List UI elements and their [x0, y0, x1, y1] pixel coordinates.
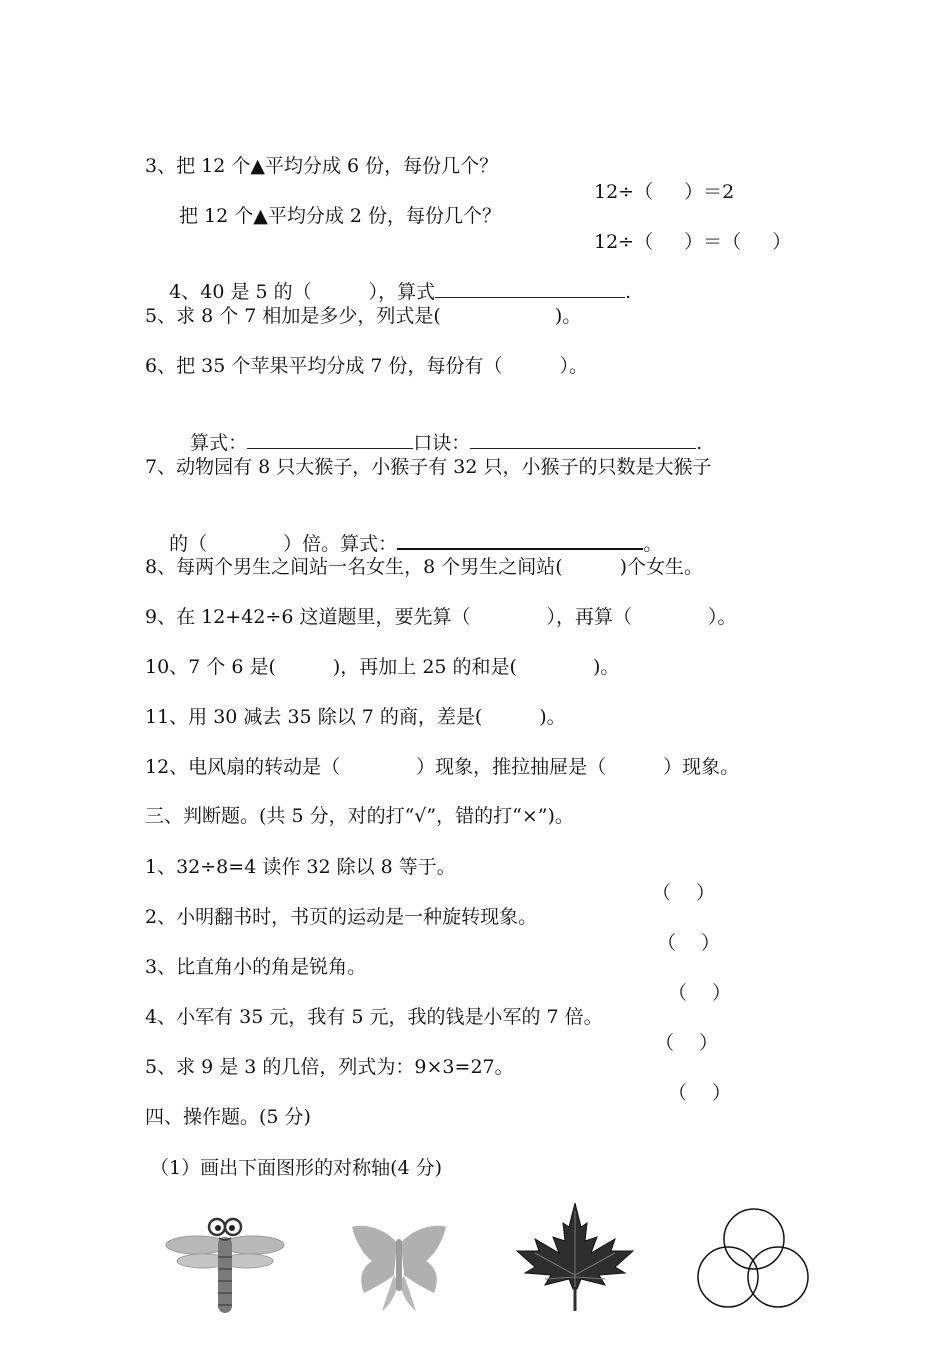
q6-end: .	[696, 432, 703, 454]
q7-formula-blank[interactable]	[397, 530, 643, 550]
q6-formula-label: 算式：	[190, 432, 248, 454]
q7-text-line1: 7、动物园有 8 只大猴子，小猴子有 32 只，小猴子的只数是大猴子	[145, 456, 712, 478]
q7-text-line2: 的（ ）倍。算式：	[169, 533, 398, 555]
judge-item-text: 1、32÷8=4 读作 32 除以 8 等于。	[145, 856, 456, 878]
judge-item-text: 5、求 9 是 3 的几倍，列式为：9×3=27。	[145, 1056, 514, 1078]
q4-end: .	[625, 281, 632, 303]
q4-text: 4、40 是 5 的（ ），算式	[169, 281, 436, 303]
operate-sub-line	[0, 1129, 443, 1181]
q9-line	[0, 578, 737, 630]
operate-heading-line	[0, 1078, 311, 1130]
butterfly-icon[interactable]	[350, 1223, 448, 1313]
operate-subheading: （1）画出下面图形的对称轴(4 分)	[150, 1157, 443, 1179]
q6-formula-blank[interactable]	[247, 430, 413, 449]
q7-end: 。	[643, 533, 663, 555]
q9-text: 9、在 12+42÷6 这道题里，要先算（ ），再算（ ）。	[145, 606, 737, 628]
operate-heading: 四、操作题。(5 分)	[145, 1106, 311, 1128]
q7-line2	[0, 478, 663, 555]
three-circles-icon[interactable]	[694, 1207, 812, 1311]
q6-rhyme-label: 口诀：	[413, 432, 471, 454]
q5-text: 5、求 8 个 7 相加是多少，列式是( )。	[145, 305, 582, 327]
q12-line	[0, 728, 740, 780]
q11-line	[0, 678, 566, 730]
judge-answer-paren[interactable]: （ ）	[655, 1032, 719, 1054]
judge-answer-paren[interactable]: （ ）	[668, 982, 732, 1004]
q6-text: 6、把 35 个苹果平均分成 7 份，每份有（ ）。	[145, 355, 589, 377]
q3-line2-equation: 12÷（ ）＝（ ）	[594, 231, 792, 253]
q3-line1-equation: 12÷（ ）＝2	[594, 181, 735, 203]
q4-answer-blank[interactable]	[435, 279, 625, 298]
q6-line1	[0, 327, 589, 379]
q3-line2-text: 把 12 个▲平均分成 2 份，每份几个？	[179, 205, 502, 227]
q6-line2	[0, 378, 703, 454]
q10-line	[0, 628, 620, 680]
q3-line1-text: 3、把 12 个▲平均分成 6 份，每份几个？	[145, 155, 499, 177]
judge-item-text: 3、比直角小的角是锐角。	[145, 956, 367, 978]
dragonfly-icon[interactable]	[165, 1217, 285, 1315]
q4-line	[0, 227, 632, 303]
q6-rhyme-blank[interactable]	[470, 430, 696, 449]
judge-heading: 三、判断题。(共 5 分，对的打“√”，错的打“×”)。	[145, 805, 574, 827]
q12-text: 12、电风扇的转动是（ ）现象，推拉抽屉是（ ）现象。	[145, 756, 740, 778]
figures-row	[0, 1195, 950, 1325]
judge-answer-paren[interactable]: （ ）	[668, 1082, 732, 1104]
judge-heading-line	[0, 777, 574, 829]
judge-answer-paren[interactable]: （ ）	[652, 882, 716, 904]
q10-text: 10、7 个 6 是( )，再加上 25 的和是( )。	[145, 656, 620, 678]
judge-item-text: 4、小军有 35 元，我有 5 元，我的钱是小军的 7 倍。	[145, 1006, 603, 1028]
leaf-icon[interactable]	[515, 1201, 635, 1313]
judge-answer-paren[interactable]: （ ）	[657, 932, 721, 954]
q8-text: 8、每两个男生之间站一名女生，8 个男生之间站( )个女生。	[145, 556, 704, 578]
judge-item-text: 2、小明翻书时，书页的运动是一种旋转现象。	[145, 906, 538, 928]
q11-text: 11、用 30 减去 35 除以 7 的商，差是( )。	[145, 706, 566, 728]
